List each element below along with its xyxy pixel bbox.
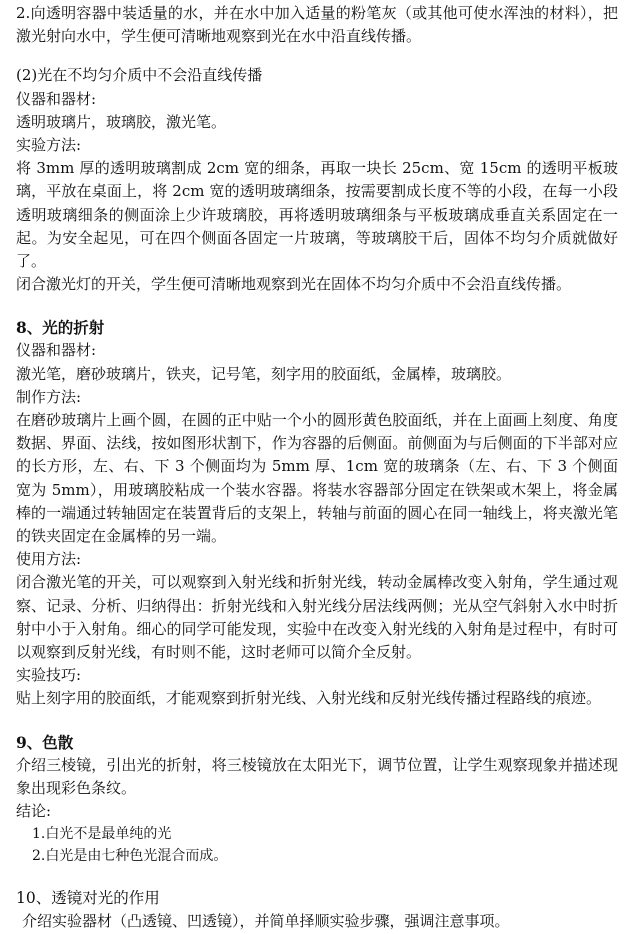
sec8-make-paragraph: 在磨砂玻璃片上画个圆，在圆的正中贴一个小的圆形黄色胶面纸，并在上面画上刻度、角度数据、界面、法线，按如图形状割下，作为容器的后侧面。前侧面为与后侧面的下半部对应的长方形，左、右、下 3 个侧面均为 5mm 厚、1cm 宽的玻璃条（左、右、下 3 个侧面宽为 5mm），用玻璃胶粘成一个装水容器。将装水容器部分固定在铁架或木架上，将金属棒的一端通过转轴固定在装置背后的支架上，转轴与前面的圆心在同一轴线上，将夹激光笔的铁夹固定在金属棒的另一端。 (16, 411, 618, 546)
sec9-conclusion-item: 2.白光是由七种色光混合而成。 (32, 848, 228, 865)
sec9-conclusion-item: 1.白光不是最单纯的光 (32, 826, 172, 843)
sec8-make-label: 制作方法: (16, 387, 82, 406)
sub2-equipment-list: 透明玻璃片，玻璃胶，激光笔。 (16, 112, 227, 131)
sec9-conclusion-label: 结论: (16, 802, 52, 821)
sec8-tip-paragraph: 贴上刻字用的胶面纸，才能观察到折射光线、入射光线和反射光线传播过程路线的痕迹。 (16, 689, 602, 708)
section-8-title: 8、光的折射 (16, 318, 105, 338)
sub2-result-paragraph: 闭合激光灯的开关，学生便可清晰地观察到光在固体不均匀介质中不会沿直线传播。 (16, 275, 572, 294)
sec8-equipment-list: 激光笔，磨砂玻璃片，铁夹，记号笔，刻字用的胶面纸，金属棒，玻璃胶。 (16, 364, 512, 383)
sec10-intro-paragraph: 介绍实验器材（凸透镜、凹透镜），并简单择顺实验步骤，强调注意事项。 (22, 912, 510, 931)
sub2-equipment-label: 仪器和器材: (16, 89, 97, 108)
sec8-use-label: 使用方法: (16, 550, 82, 569)
sec9-intro-paragraph: 介绍三棱镜，引出光的折射，将三棱镜放在太阳光下，调节位置，让学生观察现象并描述现象出现彩色条纹。 (16, 755, 618, 797)
section-9-title: 9、色散 (16, 732, 74, 752)
section-10-title: 10、透镜对光的作用 (16, 889, 160, 908)
intro-paragraph: 2.向透明容器中装适量的水，并在水中加入适量的粉笔灰（或其他可使水浑浊的材料），把激光射向水中，学生便可清晰地观察到光在水中沿直线传播。 (16, 4, 618, 46)
sub2-method-paragraph: 将 3mm 厚的透明玻璃割成 2cm 宽的细条，再取一块长 25cm、宽 15cm 的透明平板玻璃，平放在桌面上，将 2cm 宽的透明玻璃细条，按需要割成长度不等的小段，在每一小段透明玻璃细条的侧面涂上少许玻璃胶，再将透明玻璃细条与平板玻璃成垂直关系固定在一起。为安全起见，可在四个侧面各固定一片玻璃，等玻璃胶干后，固体不均匀介质就做好了。 (16, 159, 618, 271)
subsection-2-title: (2)光在不均匀介质中不会沿直线传播 (16, 66, 263, 85)
sub2-method-label: 实验方法: (16, 136, 82, 155)
sec8-tip-label: 实验技巧: (16, 666, 82, 685)
sec8-equipment-label: 仪器和器材: (16, 341, 97, 360)
sec8-use-paragraph: 闭合激光笔的开关，可以观察到入射光线和折射光线，转动金属棒改变入射角，学生通过观察、记录、分析、归纳得出：折射光线和入射光线分居法线两侧；光从空气斜射入水中时折射中小于入射角。细心的同学可能发现，实验中在改变入射光线的入射角是过程中，有时可以观察到反射光线，有时则不能，这时老师可以简介全反射。 (16, 573, 618, 662)
